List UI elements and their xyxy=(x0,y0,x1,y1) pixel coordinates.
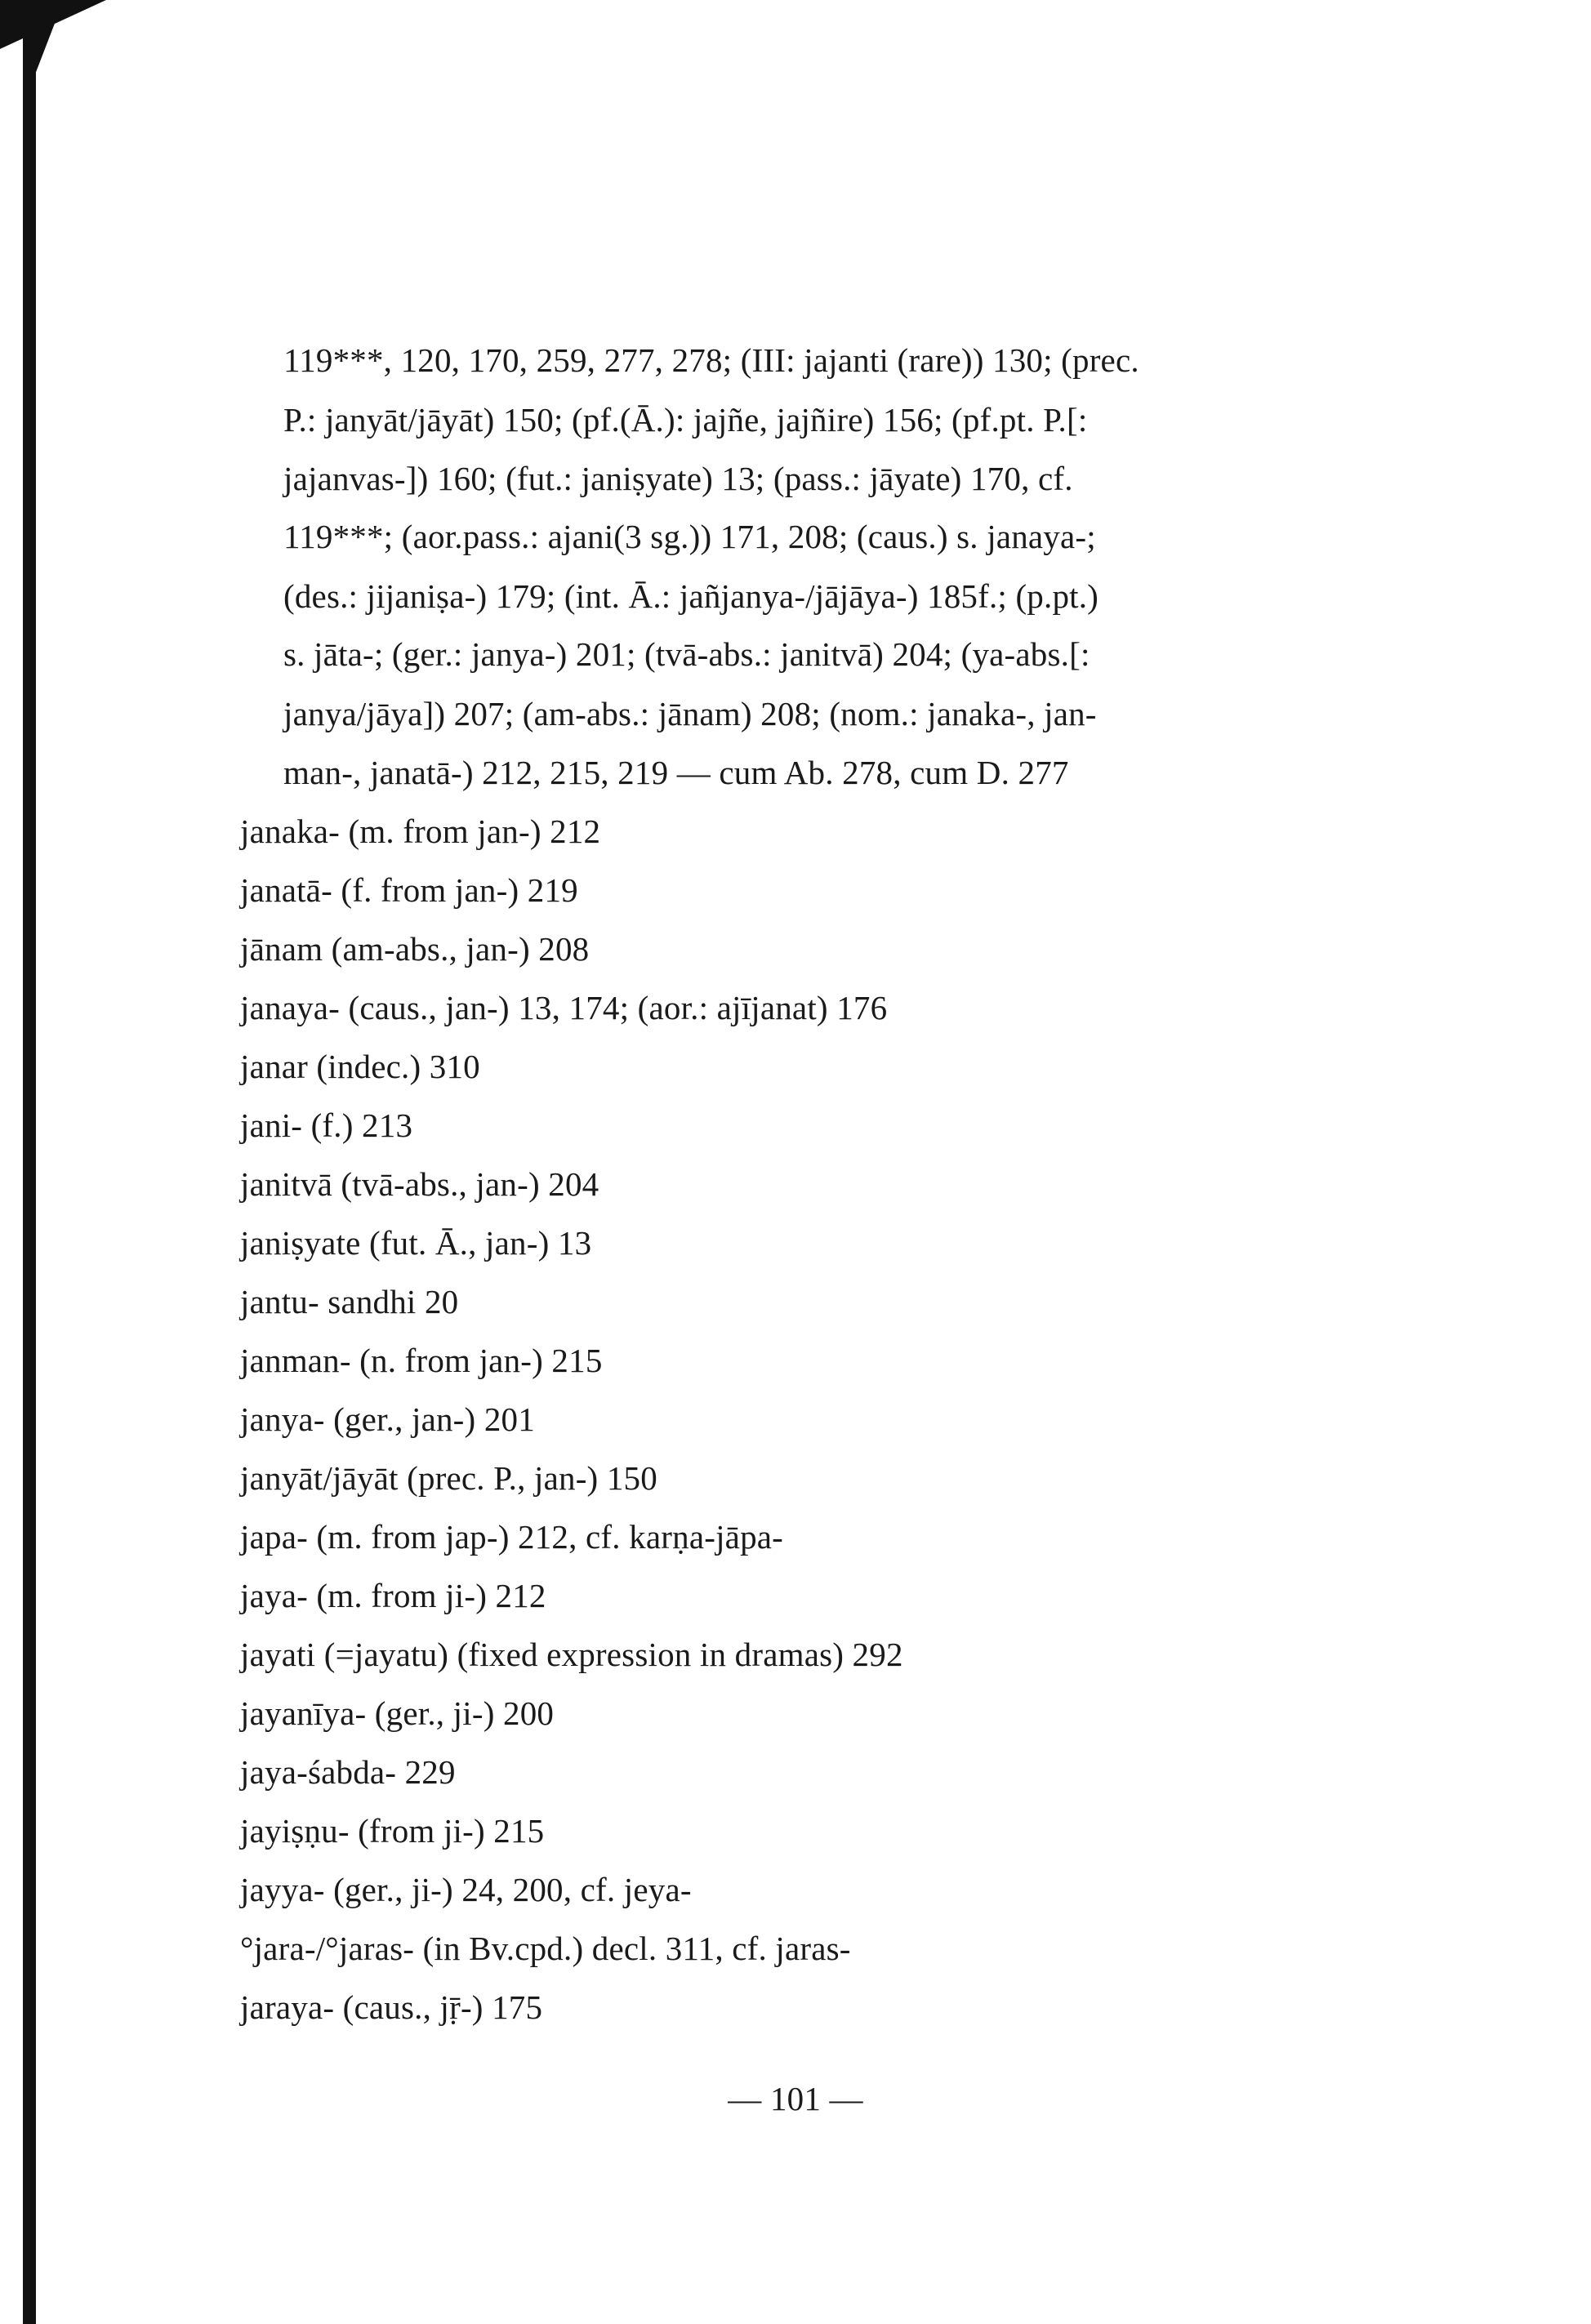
index-entry: janman- (n. from jan-) 215 xyxy=(240,1342,603,1379)
index-entry: janiṣyate (fut. Ā., jan-) 13 xyxy=(240,1224,592,1262)
index-continuation-line: janya/jāya]) 207; (am-abs.: jānam) 208; (nom.: janaka-, jan- xyxy=(283,695,1097,732)
index-entry: jaraya- (caus., jṝ-) 175 xyxy=(240,1988,543,2026)
index-continuation-line: s. jāta-; (ger.: janya-) 201; (tvā-abs.: janitvā) 204; (ya-abs.[: xyxy=(283,635,1090,673)
index-entry: jaya- (m. from ji-) 212 xyxy=(240,1577,546,1614)
index-entry: janaka- (m. from jan-) 212 xyxy=(240,813,601,850)
index-entry: janaya- (caus., jan-) 13, 174; (aor.: ajījanat) 176 xyxy=(240,989,888,1026)
index-continuation-line: 119***, 120, 170, 259, 277, 278; (III: jajanti (rare)) 130; (prec. xyxy=(283,341,1139,379)
index-entry: jayanīya- (ger., ji-) 200 xyxy=(240,1694,555,1732)
index-entry: jani- (f.) 213 xyxy=(240,1106,413,1144)
index-entry: °jara-/°jaras- (in Bv.cpd.) decl. 311, cf. jaras- xyxy=(240,1930,851,1967)
index-entry: janitvā (tvā-abs., jan-) 204 xyxy=(240,1165,599,1203)
index-entry: japa- (m. from jap-) 212, cf. karṇa-jāpa- xyxy=(240,1518,784,1556)
index-continuation-line: (des.: jijaniṣa-) 179; (int. Ā.: jañjanya-/jājāya-) 185f.; (p.pt.) xyxy=(283,577,1099,615)
index-continuation-line: jajanvas-]) 160; (fut.: janiṣyate) 13; (pass.: jāyate) 170, cf. xyxy=(283,460,1073,497)
index-entry: jayiṣṇu- (from ji-) 215 xyxy=(240,1812,545,1850)
index-continuation-line: man-, janatā-) 212, 215, 219 — cum Ab. 278, cum D. 277 xyxy=(283,754,1069,791)
index-entry: janar (indec.) 310 xyxy=(240,1048,480,1085)
index-entry: jānam (am-abs., jan-) 208 xyxy=(240,930,590,968)
index-entry: janatā- (f. from jan-) 219 xyxy=(240,871,578,909)
index-entry: jantu- sandhi 20 xyxy=(240,1283,459,1320)
index-continuation-line: 119***; (aor.pass.: ajani(3 sg.)) 171, 208; (caus.) s. janaya-; xyxy=(283,518,1096,555)
index-entry: janya- (ger., jan-) 201 xyxy=(240,1400,535,1438)
index-continuation-line: P.: janyāt/jāyāt) 150; (pf.(Ā.): jajñe, jajñire) 156; (pf.pt. P.[: xyxy=(283,401,1088,439)
index-entry: jayati (=jayatu) (fixed expression in dramas) 292 xyxy=(240,1636,903,1673)
index-entry: janyāt/jāyāt (prec. P., jan-) 150 xyxy=(240,1459,657,1497)
index-entry: jaya-śabda- 229 xyxy=(240,1753,456,1791)
index-entry: jayya- (ger., ji-) 24, 200, cf. jeya- xyxy=(240,1871,692,1908)
page-number: — 101 — xyxy=(728,2080,863,2117)
